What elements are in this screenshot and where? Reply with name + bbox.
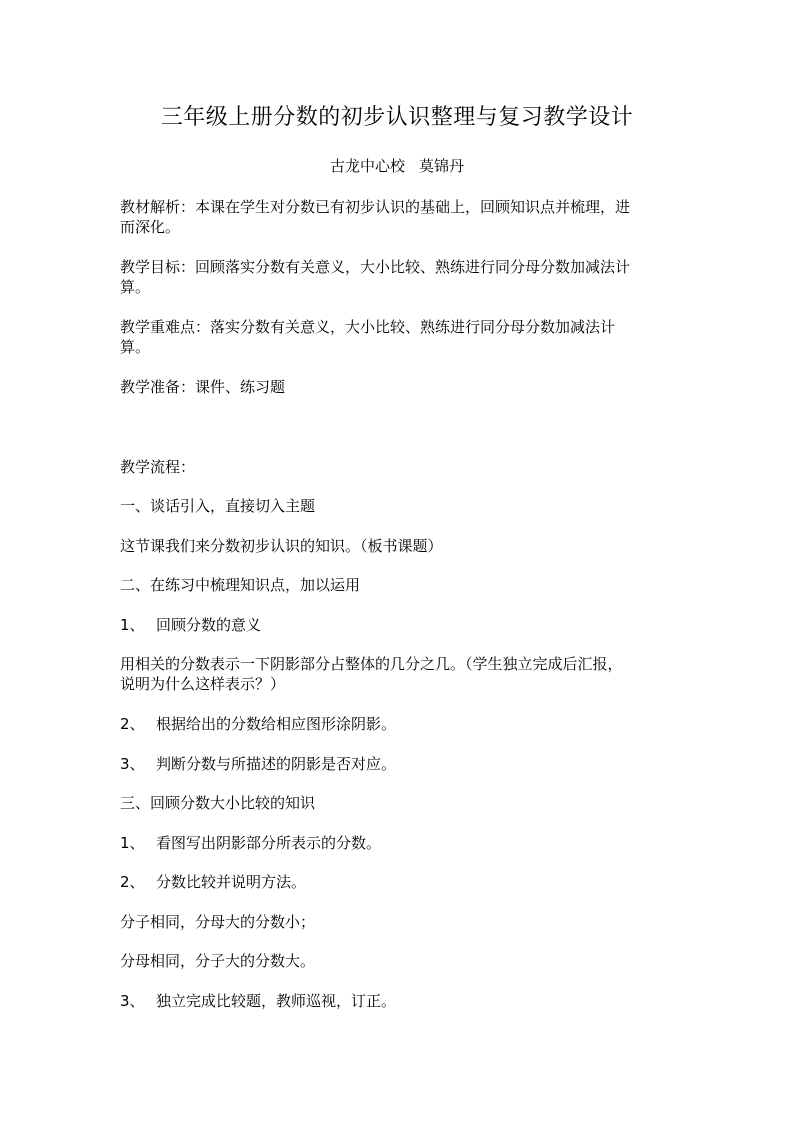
flow-heading: 教学流程： [120, 458, 196, 476]
list-number: 1、 [120, 616, 145, 634]
section-material-analysis: 教材解析：本课在学生对分数已有初步认识的基础上，回顾知识点并梳理，进 而深化。 [120, 198, 631, 236]
part3-rule-1: 分子相同，分母大的分数小； [120, 913, 316, 931]
part1-text: 这节课我们来分数初步认识的知识。（板书课题） [120, 537, 443, 555]
part1-heading: 一、谈话引入，直接切入主题 [120, 497, 316, 515]
section-key-points: 教学重难点：落实分数有关意义，大小比较、熟练进行同分母分数加减法计 算。 [120, 318, 616, 356]
part3-rule-2: 分母相同，分子大的分数大。 [120, 952, 316, 970]
part2-item-1: 1、 回顾分数的意义 [120, 616, 262, 634]
list-number: 3、 [120, 755, 145, 773]
part3-item-2: 2、 分数比较并说明方法。 [120, 873, 307, 891]
part2-item-1-desc: 用相关的分数表示一下阴影部分占整体的几分之几。（学生独立完成后汇报， 说明为什么这样表示？） [120, 655, 623, 693]
section-teaching-goals: 教学目标：回顾落实分数有关意义，大小比较、熟练进行同分母分数加减法计 算。 [120, 258, 631, 296]
author-school: 古龙中心校 [329, 157, 405, 175]
list-number: 2、 [120, 715, 145, 733]
document-title: 三年级上册分数的初步认识整理与复习教学设计 [160, 105, 634, 130]
author-line [0, 156, 794, 176]
part2-heading: 二、在练习中梳理知识点，加以运用 [120, 576, 361, 594]
author-name: 莫锦丹 [419, 157, 465, 175]
part3-heading: 三、回顾分数大小比较的知识 [120, 794, 316, 812]
part2-item-3: 3、 判断分数与所描述的阴影是否对应。 [120, 755, 397, 773]
list-number: 1、 [120, 834, 145, 852]
part2-item-2: 2、 根据给出的分数给相应图形涂阴影。 [120, 715, 397, 733]
section-preparation: 教学准备：课件、练习题 [120, 378, 286, 396]
list-number: 3、 [120, 992, 145, 1010]
part3-item-3: 3、 独立完成比较题，教师巡视，订正。 [120, 992, 397, 1010]
list-number: 2、 [120, 873, 145, 891]
part3-item-1: 1、 看图写出阴影部分所表示的分数。 [120, 834, 382, 852]
